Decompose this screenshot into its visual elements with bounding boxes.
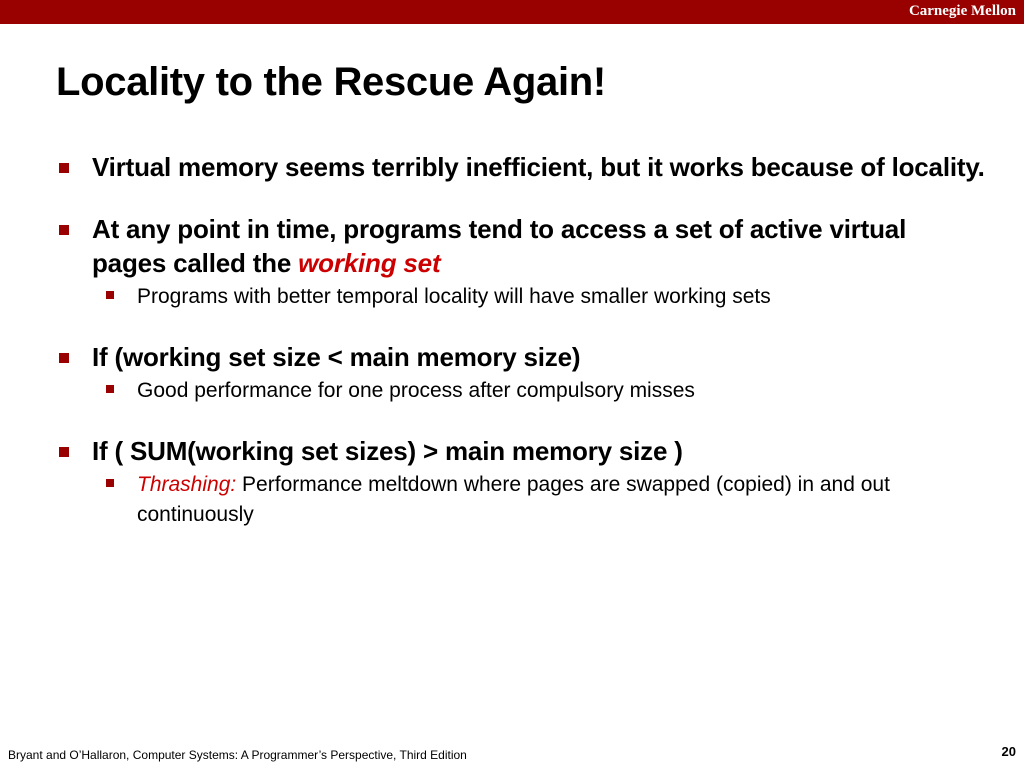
bullet-text — [92, 212, 986, 280]
bullet-text-lead: At any point in time, programs tend to access a set of active virtual pages called the — [92, 214, 907, 278]
bullet-text: If (working set size < main memory size) — [92, 342, 581, 372]
footer-citation: Bryant and O’Hallaron, Computer Systems: A Programmer’s Perspective, Third Edition — [8, 748, 467, 762]
square-bullet-icon — [59, 225, 69, 235]
bullet-item — [56, 212, 986, 312]
square-bullet-icon — [59, 447, 69, 457]
sub-bullet-text — [137, 470, 967, 530]
page-number: 20 — [1001, 744, 1016, 759]
square-sub-bullet-icon — [106, 385, 114, 393]
square-sub-bullet-icon — [106, 291, 114, 299]
thrashing-description: Performance meltdown where pages are swapped (copied) in and out continuously — [137, 473, 890, 526]
bullet-text: If ( SUM(working set sizes) > main memory size ) — [92, 436, 683, 466]
bullet-text: Virtual memory seems terribly inefficient, but it works because of locality. — [92, 152, 985, 182]
sub-bullet-text: Good performance for one process after compulsory misses — [137, 379, 695, 402]
header-bar — [0, 0, 1024, 24]
bullet-item — [56, 434, 986, 530]
sub-bullet-item — [56, 376, 986, 406]
thrashing-term: Thrashing: — [137, 473, 237, 496]
working-set-term: working set — [298, 248, 441, 278]
slide-title: Locality to the Rescue Again! — [56, 60, 606, 104]
bullet-item — [56, 340, 986, 406]
brand-label: Carnegie Mellon — [908, 3, 1016, 19]
bullet-item — [56, 150, 986, 184]
square-bullet-icon — [59, 353, 69, 363]
bullet-list — [56, 150, 986, 530]
square-sub-bullet-icon — [106, 479, 114, 487]
sub-bullet-text: Programs with better temporal locality will have smaller working sets — [137, 285, 771, 308]
square-bullet-icon — [59, 163, 69, 173]
sub-bullet-item — [56, 470, 986, 530]
sub-bullet-item — [56, 282, 986, 312]
